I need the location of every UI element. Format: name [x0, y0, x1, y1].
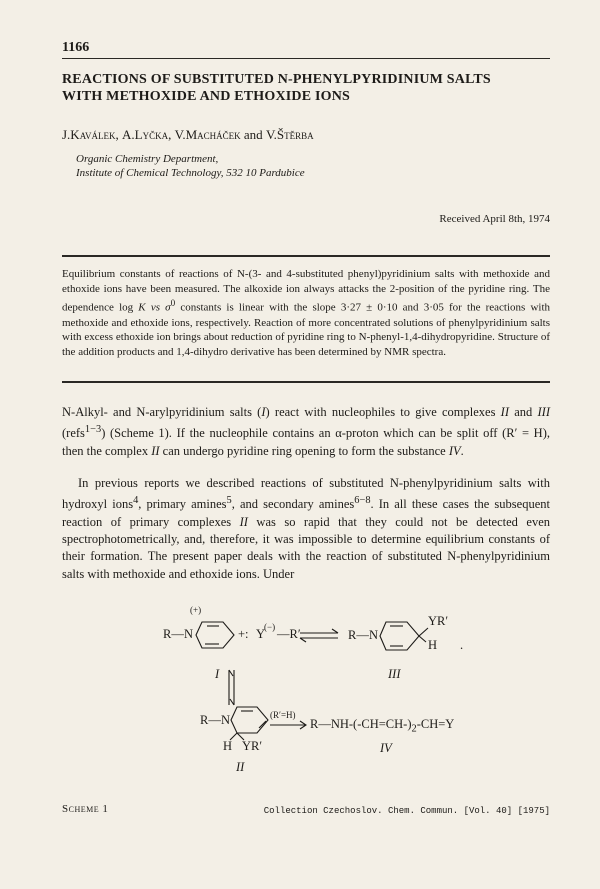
r-prime-group: —R′	[277, 627, 301, 641]
hydrogen-II: H	[223, 739, 233, 753]
body-paragraph-1: N-Alkyl- and N-arylpyridinium salts (I) react with nucleophiles to give complexes II and III (refs$^{1-3}$) (Scheme 1). If the nucleophile contains an α-proton which can be split off (R′ = H), then the complex II can undergo pyridine ring opening to form the substance IV.	[62, 405, 551, 458]
abstract-top-rule	[62, 255, 550, 257]
nitrogen-atom-I: N	[184, 627, 194, 641]
reaction-scheme	[0, 600, 600, 790]
journal-footer: Collection Czechoslov. Chem. Commun. [Vol. 40] [1975]	[263, 806, 550, 816]
hydrogen-III: H	[428, 638, 438, 652]
r-group-II: R—	[200, 713, 221, 727]
label-IV: IV	[380, 741, 392, 755]
scheme-caption: Scheme 1	[62, 803, 109, 815]
yr-substituent-II: YR′	[242, 739, 263, 753]
nitrogen-atom-III: N	[369, 628, 379, 642]
authors-and: and	[243, 127, 263, 142]
author-1: J.Kaválek	[62, 127, 116, 142]
author-3: V.Macháček	[174, 127, 241, 142]
abstract: Equilibrium constants of reactions of N-(3- and 4-substituted phenyl)pyridinium salts with methoxide and ethoxide ions have been measured. The alkoxide ion always attacks the 2-position of the pyridine ring. The dependence log K vs $\sigma^0$ constants is linear with the slope 3·27 ± 0·10 and 3·05 for the reactions with methoxide and ethoxide ions, respectively. Reaction of more concentrated solutions of phenylpyridinium salts with excess ethoxide ion brings about reduction of pyridine ring to N-phenyl-1,4-dihydropyridine. Structure of the addition products and 1,4-dihydro derivative has been determined by NMR spectra.	[62, 268, 551, 359]
author-list: J.Kaválek, A.Lyčka, V.Macháček and V.Štěrba	[62, 127, 314, 142]
scheme-dot: .	[460, 638, 464, 652]
plus-sign: +:	[238, 627, 249, 641]
label-II: II	[236, 760, 245, 774]
page-number: 1166	[62, 40, 90, 55]
positive-charge: (+)	[190, 605, 202, 615]
r-group-left: R—	[163, 627, 184, 641]
abstract-bottom-rule	[62, 381, 550, 383]
r-group-III: R—	[348, 628, 369, 642]
header-rule	[62, 58, 550, 59]
title-line-2: WITH METHOXIDE AND ETHOXIDE IONS	[62, 89, 351, 104]
nitrogen-atom-II: N	[221, 713, 231, 727]
title-line-1: REACTIONS OF SUBSTITUTED N-PHENYLPYRIDINIUM SALTS	[62, 72, 491, 87]
negative-charge: (−)	[264, 622, 276, 632]
article-title	[62, 71, 550, 105]
author-4: V.Štěrba	[265, 127, 314, 142]
received-date: Received April 8th, 1974	[439, 213, 550, 225]
label-III: III	[388, 667, 401, 681]
reaction-condition: (R′=H)	[270, 710, 296, 720]
author-2: A.Lyčka	[122, 127, 169, 142]
nucleophile-atom: Y	[256, 627, 266, 641]
body-paragraph-2: In previous reports we described reactions of substituted N-phenylpyridinium salts with hydroxyl ions$^4$, primary amines$^5$, and secondary amines$^{6-8}$. In all these cases the subsequent reaction of primary complexes II was so rapid that they could not be detected even spectrophotometrically, and, therefore, it was impossible to determine equilibrium constants of their formation. The present paper deals with the reaction of substituted N-phenylpyridinium salts with methoxide and ethoxide ions. Under	[62, 476, 550, 581]
yr-substituent-III: YR′	[428, 614, 449, 628]
product-IV-formula: $R—NH-(-CH=CH-)_2-CH=Y$	[310, 717, 455, 735]
affiliation-line-2: Institute of Chemical Technology, 532 10 Pardubice	[76, 167, 305, 179]
label-I: I	[215, 667, 220, 681]
affiliation-line-1: Organic Chemistry Department,	[76, 153, 219, 165]
